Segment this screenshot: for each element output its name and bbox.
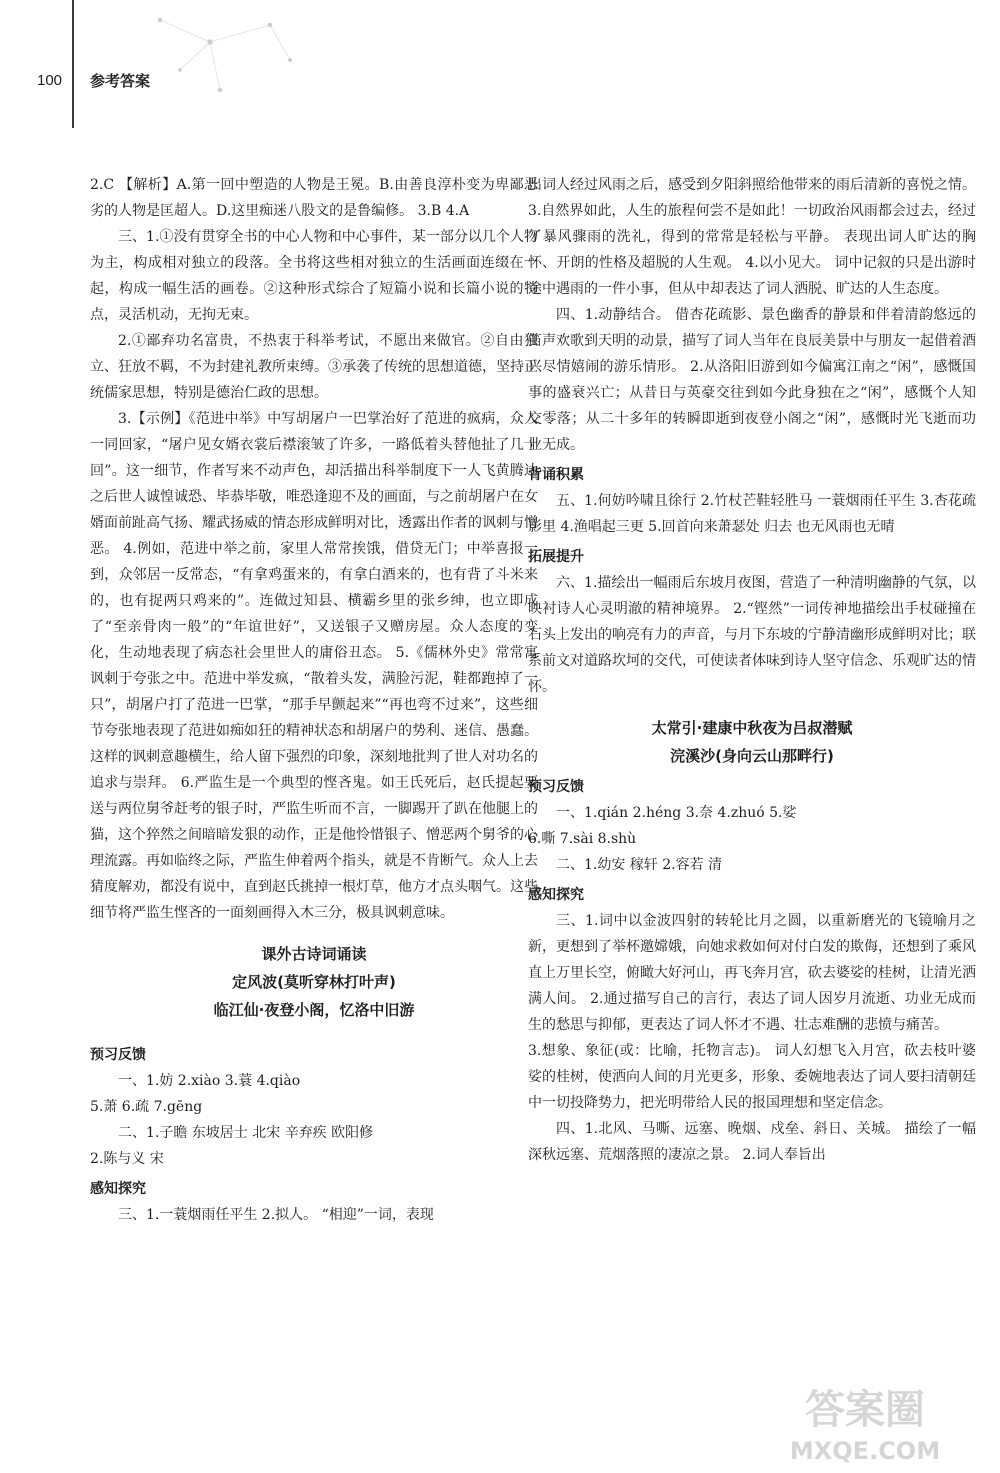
answer-paragraph: 一、1.qián 2.héng 3.奈 4.zhuó 5.娑: [556, 805, 797, 821]
answer-paragraph: 2.陈与义 宋: [90, 1151, 164, 1167]
answer-paragraph: 2.C 【解析】A.第一回中塑造的人物是王冕。B.由善良淳朴变为卑鄙恶劣的人物是匡超人。D.这里痴迷八股文的是鲁编修。 3.B 4.A: [90, 177, 538, 219]
answer-paragraph: 三、1.①没有贯穿全书的中心人物和中心事件，某一部分以几个人物为主，构成相对独立的段落。全书将这些相对独立的生活画面连缀在一起，构成一幅生活的画卷。②这种形式综合了短篇小说和长篇小说的特点，灵活机动，无拘无束。: [90, 229, 538, 323]
poem-title: 临江仙·夜登小阁，忆洛中旧游: [213, 1001, 415, 1019]
answer-paragraph: 出词人经过风雨之后，感受到夕阳斜照给他带来的雨后清新的喜悦之情。 3.自然界如此，人生的旅程何尝不是如此！一切政治风雨都会过去，经过了暴风骤雨的洗礼，得到的常常是轻松与平静。 表现出词人旷达的胸怀、开朗的性格及超脱的人生观。 4.以小见大。 词中记叙的只是出游时途中遇雨的一件小事，但从中却表达了词人洒脱、旷达的人生态度。: [528, 177, 976, 297]
watermark-top: 答案圈: [805, 1387, 925, 1433]
answer-paragraph: 2.①鄙弃功名富贵，不热衷于科举考试，不愿出来做官。②自由独立、狂放不羁，不为封建礼教所束缚。③承袭了传统的思想道德，坚持正统儒家思想，特别是德治仁政的思想。: [90, 333, 538, 401]
answer-paragraph: 3.想象、象征(或：比喻，托物言志)。 词人幻想飞入月宫，砍去枝叶婆娑的桂树，使洒向人间的月光更多，形象、委婉地表达了词人要扫清朝廷中一切投降势力，把光明带给人民的报国理想和坚定信念。: [528, 1043, 976, 1111]
poem-title: 定风波(莫听穿林打叶声): [232, 973, 396, 991]
constellation-decoration-icon: [120, 0, 320, 120]
answer-paragraph: 三、1.词中以金波四射的转轮比月之圆，以重新磨光的飞镜喻月之新，更想到了举杯邀嫦娥，向她求救如何对付白发的欺侮，还想到了乘风直上万里长空，俯瞰大好河山，再飞奔月宫，砍去婆娑的桂树，让清光洒满人间。 2.通过描写自己的言行，表达了词人因岁月流逝、功业无成而生的愁思与抑郁，更表达了词人怀才不遇、壮志难酬的悲愤与痛苦。: [528, 913, 976, 1033]
left-column: [90, 172, 538, 1228]
answer-paragraph: 五、1.何妨吟啸且徐行 2.竹杖芒鞋轻胜马 一蓑烟雨任平生 3.杏花疏影里 4.渔唱起三更 5.回首向来萧瑟处 归去 也无风雨也无晴: [528, 493, 976, 535]
watermark-logo: [750, 1377, 980, 1467]
watermark-bottom: MXQE.COM: [789, 1437, 941, 1465]
answer-paragraph: 一、1.妨 2.xiào 3.蓑 4.qiào: [118, 1073, 301, 1089]
poem-title: 浣溪沙(身向云山那畔行): [670, 747, 834, 765]
spacer: [90, 1024, 538, 1038]
answer-paragraph: 四、1.动静结合。 借杏花疏影、景色幽香的静景和伴着清韵悠远的笛声欢歌到天明的动景，描写了词人当年在良辰美景中与朋友一起借着酒兴尽情嬉闹的游乐情形。 2.从洛阳旧游到如今偏寓江南之“闲”，感慨国事的盛衰兴亡；从昔日与英豪交往到如今此身独在之“闲”，感慨个人知交零落；从二十多年的转瞬即逝到夜登小阁之“闲”，感慨时光飞逝而功业无成。: [528, 307, 976, 453]
section-heading: 预习反馈: [90, 1047, 146, 1063]
section-heading: 感知探究: [528, 887, 584, 903]
answer-paragraph: 四、1.北风、马嘶、远塞、晚烟、戍垒、斜日、关城。 描绘了一幅深秋远塞、荒烟落照的凄凉之景。 2.词人奉旨出: [528, 1121, 976, 1163]
right-column: [528, 172, 976, 1168]
header-rule: [72, 0, 74, 128]
answer-paragraph: 二、1.幼安 稼轩 2.容若 清: [556, 857, 723, 873]
answer-paragraph: 5.萧 6.疏 7.gēng: [90, 1099, 203, 1115]
poem-title: 课外古诗词诵读: [261, 945, 367, 963]
section-heading: 拓展提升: [528, 549, 584, 565]
page-number: 100: [37, 72, 63, 89]
answer-paragraph: 六、1.描绘出一幅雨后东坡月夜图，营造了一种清明幽静的气氛，以映衬诗人心灵明澈的精神境界。 2.“铿然”一词传神地描绘出手杖碰撞在石头上发出的响亮有力的声音，与月下东坡的宁静清幽形成鲜明对比；联系前文对道路坎坷的交代，可使读者体味到诗人坚守信念、乐观旷达的情怀。: [528, 575, 976, 695]
section-heading: 预习反馈: [528, 779, 584, 795]
poem-title: 太常引·建康中秋夜为吕叔潜赋: [651, 719, 853, 737]
section-heading: 背诵积累: [528, 467, 584, 483]
section-label: 参考答案: [90, 72, 151, 90]
spacer: [90, 926, 538, 940]
answer-paragraph: 三、1.一蓑烟雨任平生 2.拟人。 “相迎”一词，表现: [118, 1207, 434, 1223]
section-heading: 感知探究: [90, 1181, 146, 1197]
spacer: [528, 700, 976, 714]
answer-paragraph: 6.嘶 7.sài 8.shù: [528, 831, 637, 847]
answer-paragraph: 3.【示例】《范进中举》中写胡屠户一巴掌治好了范进的疯病，众人一同回家，“屠户见女婿衣裳后襟滚皱了许多，一路低着头替他扯了几十回”。这一细节，作者写来不动声色，却活描出科举制度下一人飞黄腾达之后世人诚惶诚恐、毕恭毕敬，唯恐逢迎不及的画面，与之前胡屠户在女婿面前趾高气扬、耀武扬威的情态形成鲜明对比，透露出作者的讽刺与憎恶。 4.例如，范进中举之前，家里人常常挨饿，借贷无门；中举喜报一到，众邻居一反常态，“有拿鸡蛋来的，有拿白酒来的，也有背了斗米来的，也有捉两只鸡来的”。连做过知县、横霸乡里的张乡绅，也立即成了“至亲骨肉一般”的“年谊世好”，又送银子又赠房屋。众人态度的变化，生动地表现了病态社会里世人的庸俗丑态。 5.《儒林外史》常常寓讽刺于夸张之中。范进中举发疯，“散着头发，满脸污泥，鞋都跑掉了一只”，胡屠户打了范进一巴掌，“那手早颤起来”“再也弯不过来”，这些细节夸张地表现了范进如痴如狂的精神状态和胡屠户的势利、迷信、愚蠢。这样的讽刺意趣横生，给人留下强烈的印象，深刻地批判了世人对功名的追求与崇拜。 6.严监生是一个典型的悭吝鬼。如王氏死后，赵氏提起要送与两位舅爷赶考的银子时，严监生听而不言，一脚踢开了趴在他腿上的猫，这个猝然之间暗暗发狠的动作，正是他怜惜银子、憎恶两个舅爷的心理流露。再如临终之际，严监生伸着两个指头，就是不肯断气。众人上去猜度解劝，都没有说中，直到赵氏挑掉一根灯草，他方才点头咽气。这些细节将严监生悭吝的一面刻画得入木三分，极具讽刺意味。: [90, 411, 538, 921]
answer-paragraph: 二、1.子瞻 东坡居士 北宋 辛弃疾 欧阳修: [118, 1125, 374, 1141]
